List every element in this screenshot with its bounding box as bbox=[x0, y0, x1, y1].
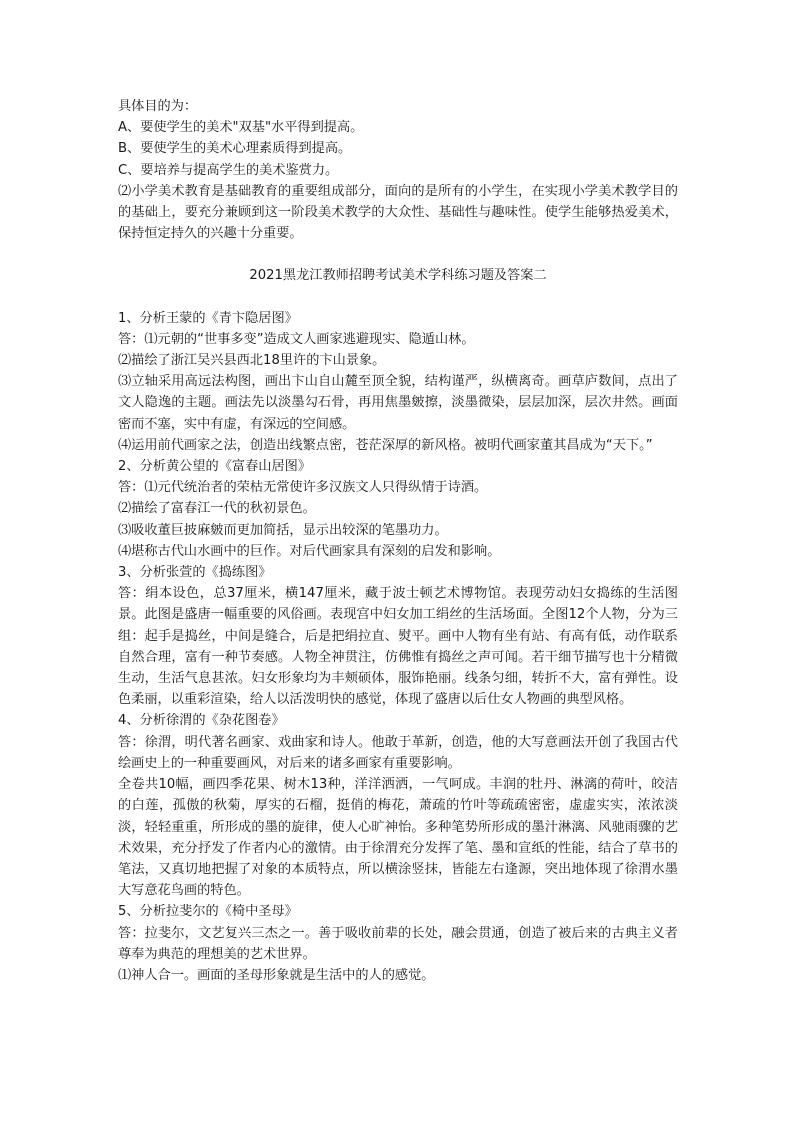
document-body bbox=[118, 96, 678, 986]
answer-paragraph: 答：拉斐尔，文艺复兴三杰之一。善于吸收前辈的长处，融会贯通，创造了被后来的古典主义者尊奉为典范的理想美的艺术世界。 bbox=[118, 925, 678, 962]
intro-line: C、要培养与提高学生的美术鉴赏力。 bbox=[118, 162, 339, 178]
question-heading: 1、分析王蒙的《青卞隐居图》 bbox=[118, 310, 298, 326]
answer-paragraph: 答：绢本设色，总37厘米，横147厘米，藏于波士顿艺术博物馆。表现劳动妇女捣练的生活图景。此图是盛唐一幅重要的风俗画。表现宫中妇女加工绢丝的生活场面。全图12个人物，分为三组：起手是捣丝，中间是缝合，后是把绢拉直、熨平。画中人物有坐有站、有高有低，动作联系自然合理，富有一种节奏感。人物全神贯注，仿佛惟有捣丝之声可闻。若干细节描写也十分精微生动，生活气息甚浓。妇女形象均为丰颊硕体，服饰艳丽。线条匀细，转折不大，富有弹性。设色柔丽，以重彩渲染，给人以活泼明快的感觉，体现了盛唐以后仕女人物画的典型风格。 bbox=[118, 586, 678, 708]
answer-line: 答：⑴元代统治者的荣枯无常使许多汉族文人只得纵情于诗酒。 bbox=[118, 480, 488, 496]
question-heading: 5、分析拉斐尔的《椅中圣母》 bbox=[118, 904, 298, 920]
intro-line: B、要使学生的美术心理素质得到提高。 bbox=[118, 141, 352, 157]
intro-paragraph: ⑵小学美术教育是基础教育的重要组成部分，面向的是所有的小学生，在实现小学美术教学目的的基础上，要充分兼顾到这一阶段美术教学的大众性、基础性与趣味性。使学生能够热爱美术，保持恒定持久的兴趣十分重要。 bbox=[118, 183, 678, 242]
answer-line: ⑶吸收董巨披麻皴而更加简括，显示出较深的笔墨功力。 bbox=[118, 522, 448, 538]
answer-line: ⑶立轴采用高远法构图，画出卞山自山麓至顶全貌，结构谨严，纵横离奇。画草庐数间，点出了文人隐逸的主题。画法先以淡墨勾石骨，再用焦墨皴擦，淡墨微染，层层加深，层次井然。画面密而不塞，实中有虚，有深远的空间感。 bbox=[118, 374, 678, 432]
answer-line: ⑵描绘了浙江吴兴县西北18里许的卞山景象。 bbox=[118, 353, 386, 369]
answer-line: ⑵描绘了富春江一代的秋初景色。 bbox=[118, 501, 316, 517]
intro-line: 具体目的为： bbox=[118, 99, 198, 114]
answer-line: 答：⑴元朝的“世事多变”造成文人画家逃避现实、隐遁山林。 bbox=[118, 331, 475, 347]
answer-line: ⑴神人合一。画面的圣母形象就是生活中的人的感觉。 bbox=[118, 967, 435, 983]
question-heading: 3、分析张萱的《捣练图》 bbox=[118, 565, 272, 581]
question-heading: 4、分析徐渭的《杂花图卷》 bbox=[118, 713, 285, 729]
question-heading: 2、分析黄公望的《富春山居图》 bbox=[118, 459, 312, 475]
answer-line: ⑷运用前代画家之法，创造出线繁点密，苍茫深厚的新风格。被明代画家董其昌成为“天下。” bbox=[118, 437, 653, 453]
answer-paragraph: 全卷共10幅，画四季花果、树木13种，洋洋洒洒，一气呵成。丰润的牡丹、淋漓的荷叶，皎洁的白莲，孤傲的秋菊，厚实的石榴，挺俏的梅花，萧疏的竹叶等疏疏密密，虚虚实实，浓浓淡淡，轻轻重重，所形成的墨的旋律，使人心旷神怡。多种笔势所形成的墨汁淋漓、风驰雨骤的艺术效果，充分抒发了作者内心的激情。由于徐渭充分发挥了笔、墨和宣纸的性能，结合了草书的笔法，又真切地把握了对象的本质特点，所以横涂竖抹，皆能左右逢源，突出地体现了徐渭水墨大写意花鸟画的特色。 bbox=[118, 777, 678, 899]
answer-line: ⑷堪称古代山水画中的巨作。对后代画家具有深刻的启发和影响。 bbox=[118, 543, 501, 559]
section-title: 2021黑龙江教师招聘考试美术学科练习题及答案二 bbox=[249, 268, 547, 284]
intro-line: A、要使学生的美术"双基"水平得到提高。 bbox=[118, 120, 364, 136]
answer-paragraph: 答：徐渭，明代著名画家、戏曲家和诗人。他敢于革新，创造，他的大写意画法开创了我国古代绘画史上的一种重要画风，对后来的诸多画家有重要影响。 bbox=[118, 734, 678, 771]
